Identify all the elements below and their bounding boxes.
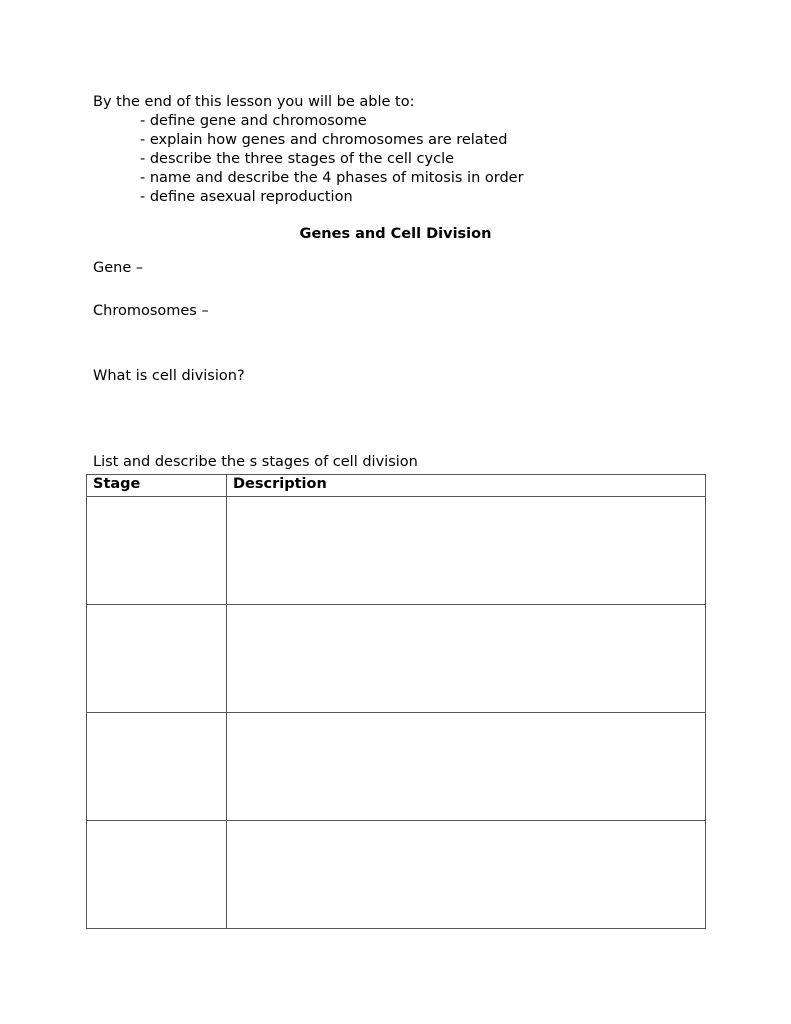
objective-item: - define gene and chromosome xyxy=(140,113,367,129)
table-row xyxy=(87,821,706,929)
objective-item: - explain how genes and chromosomes are related xyxy=(140,132,508,148)
stage-cell[interactable] xyxy=(87,605,227,713)
objectives-intro: By the end of this lesson you will be able to: xyxy=(93,94,415,110)
worksheet-title: Genes and Cell Division xyxy=(299,226,492,242)
objective-item: - describe the three stages of the cell cycle xyxy=(140,151,455,167)
table-row xyxy=(87,497,706,605)
list-stages-prompt: List and describe the s stages of cell division xyxy=(93,454,418,470)
table-header-row xyxy=(87,475,706,497)
objective-item: - name and describe the 4 phases of mitosis in order xyxy=(140,170,524,186)
cell-division-question: What is cell division? xyxy=(93,368,245,384)
stages-table xyxy=(86,474,706,929)
stage-column-header: Stage xyxy=(87,475,227,497)
objective-item: - define asexual reproduction xyxy=(140,189,353,205)
table-row xyxy=(87,713,706,821)
table-row xyxy=(87,605,706,713)
gene-prompt: Gene – xyxy=(93,260,144,276)
description-cell[interactable] xyxy=(227,713,706,821)
objectives-list xyxy=(140,112,524,207)
stage-cell[interactable] xyxy=(87,821,227,929)
description-column-header: Description xyxy=(227,475,706,497)
description-cell[interactable] xyxy=(227,605,706,713)
chromosomes-prompt: Chromosomes – xyxy=(93,303,209,319)
description-cell[interactable] xyxy=(227,821,706,929)
description-cell[interactable] xyxy=(227,497,706,605)
stage-cell[interactable] xyxy=(87,713,227,821)
stage-cell[interactable] xyxy=(87,497,227,605)
